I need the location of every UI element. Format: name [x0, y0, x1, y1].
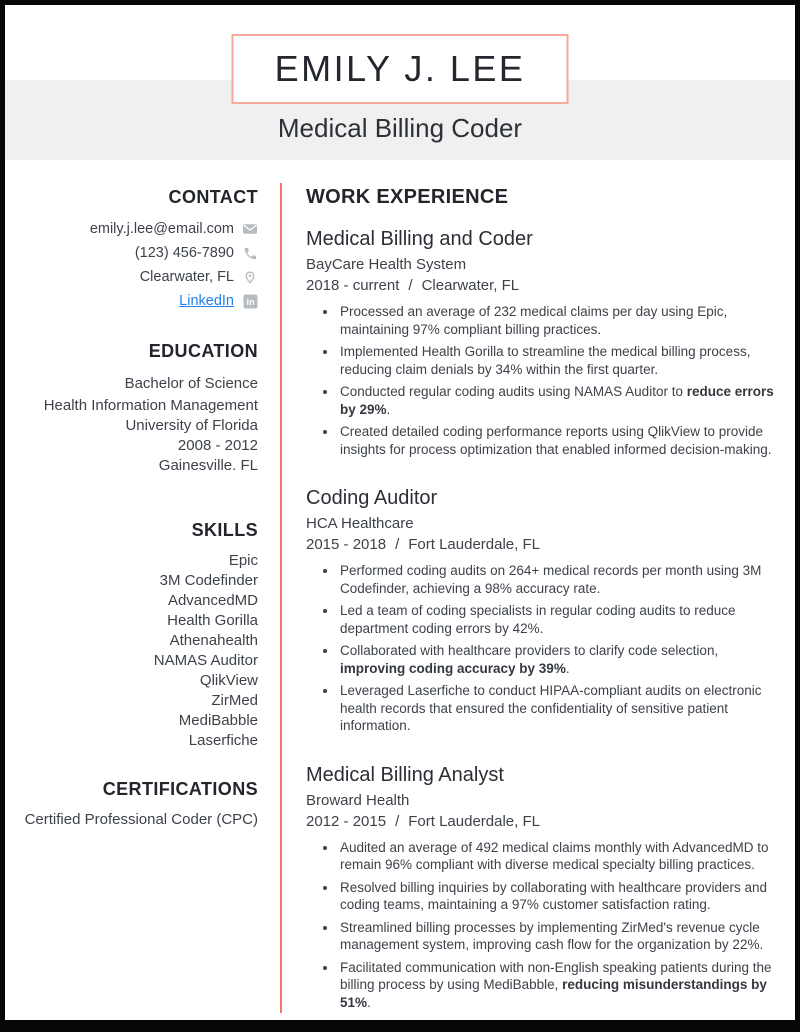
job-entry	[306, 762, 779, 1012]
skill-item: QlikView	[199, 672, 258, 689]
job-dates: 2012 - 2015	[306, 812, 387, 830]
skills-list	[5, 551, 258, 751]
bullet-text: Processed an average of 232 medical claims per day using Epic, maintaining 97% compliant billing practices.	[340, 304, 728, 337]
job-bullet-list	[306, 303, 779, 458]
contact-list	[5, 217, 258, 313]
jobs-container	[306, 226, 779, 1011]
contact-text: emily.j.lee@email.com	[89, 221, 234, 237]
job-title: Coding Auditor	[306, 487, 438, 509]
job-bullet	[338, 423, 779, 458]
skill-item: Laserfiche	[188, 732, 258, 749]
bullet-text: Created detailed coding performance reports using QlikView to provide insights for process optimization that enabled informed decision-making.	[340, 424, 772, 457]
skill-item: Athenahealth	[169, 632, 258, 649]
skills-heading: SKILLS	[191, 520, 258, 540]
bullet-text: Facilitated communication with non-English speaking patients during the billing process by using MediBabble,	[340, 959, 772, 992]
resume-body	[5, 160, 795, 1020]
job-bullet	[338, 602, 779, 637]
bullet-text: .	[565, 660, 570, 676]
job-bullet-list	[306, 562, 779, 735]
contact-heading: CONTACT	[168, 187, 258, 207]
skill-item: Health Gorilla	[167, 612, 258, 629]
bullet-bold-text: reducing misunderstandings by 51%	[340, 977, 767, 1010]
job-bullet	[338, 682, 779, 735]
sidebar	[5, 160, 280, 1020]
bullet-text: Performed coding audits on 264+ medical records per month using 3M Codefinder, achieving a 98% accuracy rate.	[340, 563, 762, 596]
name-box	[232, 34, 569, 104]
job-title-subtitle: Medical Billing Coder	[277, 113, 523, 143]
job-bullet	[338, 303, 779, 338]
job-entry	[306, 226, 779, 458]
job-company: HCA Healthcare	[306, 515, 414, 532]
job-bullet	[338, 919, 779, 954]
job-bullet-list	[306, 839, 779, 1012]
bullet-text: Streamlined billing processes by implementing ZirMed's revenue cycle management system, improving cash flow for the organization by 22%.	[340, 919, 764, 952]
bullet-text: Led a team of coding specialists in regular coding audits to reduce department coding errors by 42%.	[340, 603, 736, 636]
job-meta	[306, 534, 779, 555]
education-line: 2008 - 2012	[177, 437, 258, 454]
skill-item: 3M Codefinder	[159, 572, 258, 589]
bullet-text: Implemented Health Gorilla to streamline the medical billing process, reducing claim denials by 34% within the first quarter.	[340, 344, 751, 377]
bullet-text: Leveraged Laserfiche to conduct HIPAA-compliant audits on electronic health records that ensured the confidentiality of sensitive patient information.	[340, 683, 762, 733]
job-entry	[306, 485, 779, 735]
job-dates: 2018 - current	[306, 277, 400, 294]
bullet-text: .	[386, 401, 391, 417]
bullet-bold-text: improving coding accuracy by 39%	[340, 660, 566, 676]
bullet-text: .	[367, 994, 371, 1010]
education-line: Health Information Management	[43, 397, 258, 414]
bullet-text: Collaborated with healthcare providers to clarify code selection,	[340, 643, 719, 658]
job-dates: 2015 - 2018	[306, 536, 387, 553]
job-bullet	[338, 383, 779, 418]
work-experience-column	[282, 160, 795, 1020]
job-location: Clearwater, FL	[421, 277, 520, 294]
job-title: Medical Billing Analyst	[306, 763, 504, 786]
job-meta-separator: /	[408, 277, 413, 294]
contact-item	[5, 289, 258, 313]
skill-item: NAMAS Auditor	[153, 652, 258, 669]
job-meta	[306, 275, 779, 296]
work-experience-heading: WORK EXPERIENCE	[306, 186, 509, 208]
job-company: Broward Health	[306, 791, 410, 809]
job-bullet	[338, 642, 779, 677]
contact-item	[5, 241, 258, 265]
contact-item	[5, 265, 258, 289]
skill-item: Epic	[228, 552, 258, 569]
bullet-text: Conducted regular coding audits using NAMAS Auditor to	[340, 384, 687, 399]
bullet-text: Resolved billing inquiries by collaborating with healthcare providers and coding teams, maintaining a 97% customer satisfaction rating.	[340, 879, 767, 912]
linkedin-link[interactable]: LinkedIn	[179, 293, 234, 309]
job-location: Fort Lauderdale, FL	[408, 536, 540, 553]
education-list	[5, 374, 258, 476]
job-title: Medical Billing and Coder	[306, 228, 533, 250]
certification-item: Certified Professional Coder (CPC)	[24, 811, 258, 828]
linkedin-icon	[242, 293, 258, 309]
job-meta-separator: /	[395, 812, 400, 830]
job-meta-separator: /	[395, 536, 400, 553]
job-company: BayCare Health System	[306, 256, 467, 273]
education-heading: EDUCATION	[148, 341, 258, 361]
contact-text: (123) 456-7890	[134, 245, 234, 261]
job-bullet	[338, 562, 779, 597]
job-bullet	[338, 959, 779, 1012]
education-line: University of Florida	[125, 417, 258, 434]
job-meta	[306, 811, 779, 832]
phone-icon	[242, 245, 258, 261]
skill-item: MediBabble	[178, 712, 258, 729]
job-location: Fort Lauderdale, FL	[408, 812, 540, 830]
certifications-list	[5, 810, 258, 830]
skill-item: ZirMed	[211, 692, 258, 709]
candidate-name: EMILY J. LEE	[274, 48, 526, 89]
resume-header	[5, 5, 795, 160]
envelope-icon	[242, 221, 258, 237]
location-pin-icon	[242, 269, 258, 285]
job-bullet	[338, 879, 779, 914]
contact-item	[5, 217, 258, 241]
contact-text: Clearwater, FL	[139, 269, 234, 285]
education-line: Bachelor of Science	[124, 375, 258, 392]
bullet-text: Audited an average of 492 medical claims monthly with AdvancedMD to remain 96% compliant with diverse medical specialty billing practices.	[340, 839, 769, 872]
job-bullet	[338, 839, 779, 874]
svg-text:in: in	[246, 296, 254, 307]
education-line: Gainesville. FL	[158, 457, 258, 474]
job-bullet	[338, 343, 779, 378]
skill-item: AdvancedMD	[167, 592, 258, 609]
bullet-bold-text: reduce errors by 29%	[340, 384, 774, 417]
certifications-heading: CERTIFICATIONS	[102, 779, 258, 799]
